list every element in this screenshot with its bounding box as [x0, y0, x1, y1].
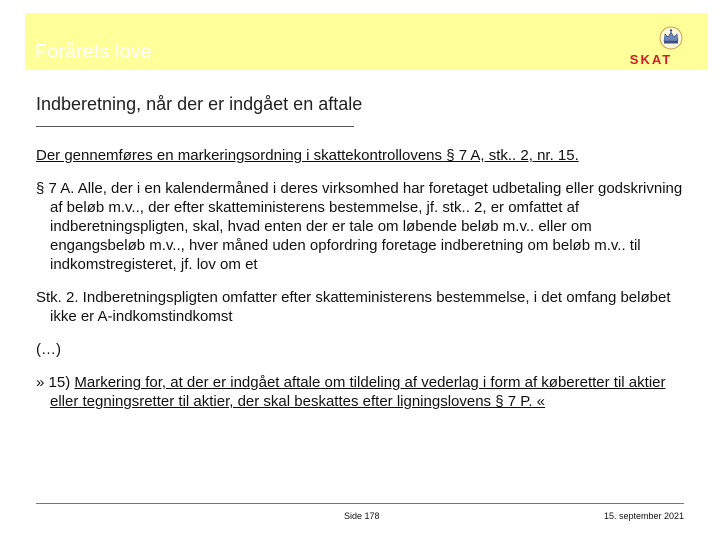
- section-heading: Indberetning, når der er indgået en aftale: [36, 94, 363, 114]
- amendment-rest: om tildeling af vederlag i form af køberetter til aktier eller tegningsretter til aktier, der skal beskattes efter ligningslovens § 7 P. «: [50, 374, 666, 410]
- skat-logo: [616, 21, 686, 67]
- footer-date: 15. september 2021: [603, 511, 684, 521]
- crown-icon: [616, 21, 686, 67]
- law-paragraph: § 7 A. Alle, der i en kalendermåned i deres virksomhed har foretaget udbetaling eller godskrivning af beløb m.v.., der efter skatteministerens bestemmelse, jf. stk.. 2, er omfattet af indberetningspligten, skal, hvad enten der er tale om løbende beløb m.v.. eller om engangsbeløb m.v.., hver måned uden opfordring foretage indberetning om beløb m.v.. til indkomstregisteret, jf. lov om et: [36, 180, 683, 273]
- header-bar: [25, 13, 708, 70]
- intro-paragraph: Der gennemføres en markeringsordning i skattekontrollovens § 7 A, stk.. 2, nr. 15.: [36, 147, 579, 164]
- logo-text: SKAT: [629, 52, 673, 67]
- stk-paragraph: Stk. 2. Indberetningspligten omfatter efter skatteministerens bestemmelse, i det omfang beløbet ikke er A-indkomstindkomst: [36, 289, 671, 325]
- amendment-paragraph: [36, 373, 686, 411]
- heading-underline: [36, 126, 354, 127]
- amendment-prefix: » 15): [36, 374, 75, 391]
- footer-rule: [36, 503, 684, 504]
- amendment-emphasis: Markering for, at der er indgået aftale: [74, 374, 321, 391]
- slide-title: Forårets love: [35, 41, 152, 63]
- ellipsis-paragraph: (…): [36, 341, 61, 358]
- page-number: Side 178: [344, 511, 380, 521]
- body-text: [36, 146, 686, 425]
